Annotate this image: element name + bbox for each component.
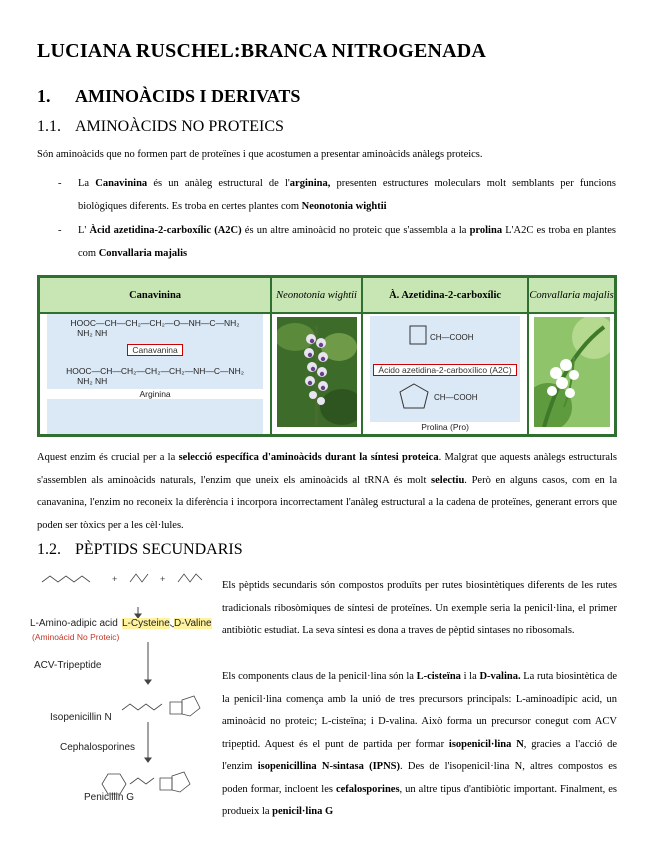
neonotonia-photo-cell (271, 313, 362, 436)
bold-run: isopenicil·lina N (448, 738, 524, 750)
a2c-group: CH—COOH (430, 333, 474, 342)
intro-paragraph: Són aminoàcids que no formen part de proteïnes i que acostumen a presentar aminoàcids anàlegs proteics. (37, 149, 483, 160)
section-1-number: 1. (37, 86, 51, 106)
text-run: La (78, 178, 96, 189)
precursor-valine: D-Valine (174, 618, 212, 629)
bold-run: penicil·lina G (272, 806, 334, 817)
header-canavinina (39, 277, 272, 314)
selection-paragraph (37, 447, 617, 537)
non-proteic-note: (Aminoácid No Proteic) (32, 632, 120, 642)
arginine-substituents: NH₂ NH (77, 376, 108, 386)
a2c-proline-structures (362, 313, 528, 436)
pathway-cephalosporines: Cephalosporines (60, 742, 136, 753)
text-run: presenten estructures moleculars molt semblants per funcions biològiques diferents. Es troba en certes plantes com (78, 178, 617, 212)
a2c-label-wrap (370, 360, 520, 378)
bold-run: Canavinina (95, 178, 148, 189)
bold-run: selectiu (431, 474, 465, 486)
convallaria-flower-image (534, 317, 610, 427)
table-content-row (39, 313, 616, 436)
text-run: és un altre aminoàcid no proteic que s'assembla a la (241, 225, 470, 236)
proline-label: Prolina (Pro) (370, 422, 520, 432)
arginine-label: Arginina (47, 389, 263, 399)
svg-text:+: + (112, 574, 118, 584)
amino-acid-table (37, 275, 617, 437)
header-label: Neonotonia wightii (276, 289, 357, 301)
bold-run: arginina, (289, 178, 331, 189)
document-title: LUCIANA RUSCHEL:BRANCA NITROGENADA (37, 40, 487, 62)
text-run: , gracies a l'acció de l'enzim (222, 738, 618, 772)
arginine-formula: HOOC—CH—CH₂—CH₂—CH₂—NH—C—NH₂ (66, 366, 245, 376)
table-header-row (39, 277, 616, 314)
canavanine-label-wrap (47, 340, 263, 358)
bold-run: cefalosporines (335, 783, 400, 795)
header-neonotonia (271, 277, 362, 314)
proline-ring-structure (370, 378, 520, 422)
svg-text:+: + (160, 574, 166, 584)
structure-box (370, 316, 520, 432)
structure-box (47, 314, 263, 434)
section-1-1-title: AMINOÀCIDS NO PROTEICS (75, 118, 284, 135)
bold-run: D-valina. (479, 671, 521, 682)
canavanine-label: Canavanina (127, 344, 182, 356)
convallaria-photo-cell (528, 313, 615, 436)
bullet-dash: - (58, 225, 62, 236)
peptides-paragraph-1: Els pèptids secundaris són compostos produïts per rutes biosintètiques diferents de les rutes tradicionals ribosòmiques de síntesi de proteïnes. Un exemple seria la penicil·lina, el primer antibiòtic estudiat. La seva síntesi es dona a traves de pèptid sintases no ribosomals. (222, 580, 617, 636)
bold-run: Convallaria majalis (98, 247, 188, 259)
text-run: . Des de l'isopenicil·lina N, altres compostos es poden formar, incloent les (222, 761, 617, 795)
section-1-1-number: 1.1. (37, 118, 61, 135)
section-1-heading (37, 86, 300, 107)
pathway-structures (30, 562, 215, 812)
neonotonia-flower-image (277, 317, 357, 427)
precursor-aminoadipic: L-Amino-adipic acid (30, 618, 118, 629)
section-1-2-number: 1.2. (37, 541, 61, 558)
bold-run: L-cisteïna (416, 671, 461, 682)
canavanine-arginine-structures (39, 313, 272, 436)
text-run: La ruta biosintètica de la penicil·lina comença amb la unió de tres precursors principals: L-aminoadípic acid, un aminoàcid no proteic; L-cisteïna; i D-valina. Això forma un precursor conegut com ACV tripeptid. Aquest és el punt de partida per formar (222, 671, 618, 750)
penicillin-pathway-figure (30, 562, 215, 812)
section-1-2-title: PÈPTIDS SECUNDARIS (75, 541, 243, 558)
text-run: és un anàleg estructural de l' (147, 178, 290, 189)
pathway-acv-tripeptide: ACV-Tripeptide (34, 660, 102, 671)
a2c-label: Ácido azetidina-2-carboxílico (A2C) (373, 364, 516, 376)
text-run: Aquest enzim és crucial per a la (37, 452, 179, 463)
bold-run: prolina (469, 225, 503, 236)
header-a2c (362, 277, 528, 314)
bullet-dash: - (58, 178, 62, 189)
bullet-text (78, 220, 616, 265)
section-1-title: AMINOÀCIDS I DERIVATS (75, 86, 301, 106)
bold-run: selecció específica d'aminoàcids durant la síntesi proteica (178, 452, 439, 463)
bullet-text (78, 173, 616, 218)
header-label: Canavinina (129, 289, 182, 301)
text-run: L' (78, 225, 90, 236)
peptides-paragraph-2 (222, 666, 617, 824)
header-convallaria (528, 277, 615, 314)
proline-group: CH—COOH (434, 393, 478, 402)
section-1-1-heading (37, 118, 284, 136)
bold-run: Àcid azetidina-2-carboxílic (A2C) (89, 225, 242, 236)
header-label: Convallaria majalis (529, 289, 614, 301)
pathway-isopenicillin-n: Isopenicillin N (50, 712, 112, 723)
pathway-penicillin-g: Penicillin G (84, 792, 135, 803)
canavanine-substituents: NH₂ NH (77, 328, 108, 338)
a2c-ring-structure (370, 316, 520, 360)
text-run: L'A2C es troba en plantes com (78, 225, 616, 259)
text-run: . Malgrat que aquests anàlegs estructurals s'assemblen als aminoàcids naturals, l'enzim que uneix els aminoàcids al tRNA és molt (37, 452, 617, 486)
bold-run: Neonotonia wightii (301, 200, 387, 212)
precursor-cysteine: L-Cysteine (122, 618, 170, 629)
header-label: À. Azetidina-2-carboxílic (389, 289, 502, 301)
text-run: i la (460, 671, 480, 682)
text-run: Els components claus de la penicil·lina són la (222, 671, 417, 682)
text-run: , un altre tipus d'antibiòtic important. Finalment, es produeix la (222, 783, 617, 817)
text-run: . Però en alguns casos, com en la canavanina, l'enzim no reconeix la diferència i incorpora incorrectament l'anàleg estructural a la cadena de proteïnes, generant errors que poden ser tòxics per a les cèl·lules. (37, 474, 617, 531)
section-1-2-heading (37, 541, 243, 559)
bold-run: isopenicillina N-sintasa (IPNS) (257, 761, 401, 772)
canavanine-formula: HOOC—CH—CH₂—CH₂—O—NH—C—NH₂ (70, 318, 240, 328)
